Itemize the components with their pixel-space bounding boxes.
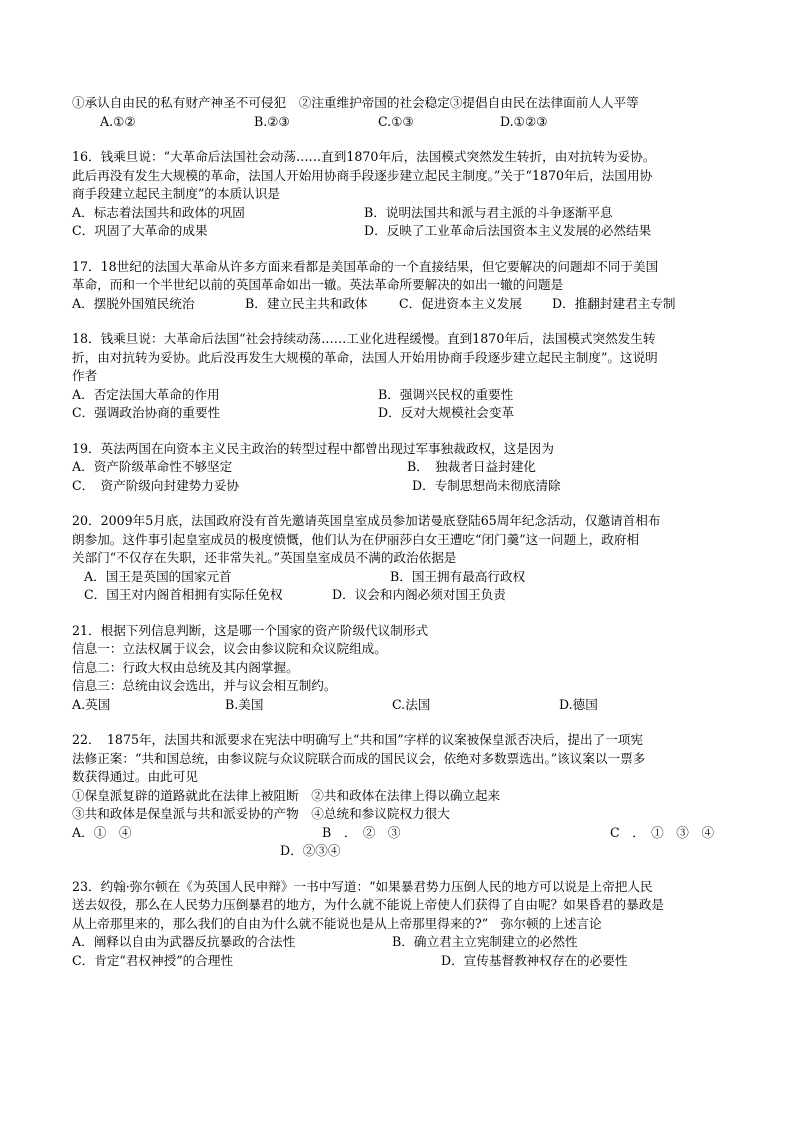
option-b[interactable]: B．国王拥有最高行政权 [390,568,526,584]
question-22-stem-2: 法修正案：“共和国总统，由参议院与众议院联合而成的国民议会，依绝对多数票选出。”该议案以一票多 [72,750,646,766]
question-18-stem-1: 18．钱乘旦说：大革命后法国“社会持续动荡……工业化进程缓慢。直到1870年后，法国模式突然发生转 [72,331,656,346]
question-22-stem-1: 22． 1875年，法国共和派要求在宪法中明确写上“共和国”字样的议案被保皇派否决后，提出了一项宪 [72,732,643,747]
question-17-stem-1: 17．18世纪的法国大革命从许多方面来看都是美国革命的一个直接结果，但它要解决的问题却不同于美国 [72,258,659,274]
question-18-stem-2: 折，由对抗转为妥协。此后没再发生大规模的革命，法国人开始用协商手段逐步建立起民主制度”。这说明 [72,349,658,365]
question-16-stem-2: 此后再没有发生大规模的革命，法国人开始用协商手段逐步建立起民主制度。”关于“1870年后，法国用协 [72,167,653,183]
option-b[interactable]: B． 独裁者日益封建化 [407,459,536,474]
question-23 [72,878,726,971]
option-c[interactable]: C．促进资本主义发展 [399,295,522,311]
option-d[interactable]: D．宣传基督教神权存在的必要性 [441,952,628,968]
option-d[interactable]: D．专制思想尚未彻底清除 [412,477,561,493]
option-d[interactable]: D．②③④ [280,843,341,858]
question-16 [72,148,726,241]
option-a[interactable]: A．阐释以自由为武器反抗暴政的合法性 [72,934,296,949]
question-16-stem-3: 商手段建立起民主制度”的本质认识是 [72,186,280,201]
option-a[interactable]: A．否定法国大革命的作用 [72,386,220,402]
option-b[interactable]: B．确立君主立宪制建立的必然性 [392,934,578,949]
question-20-options-row-2 [72,586,726,605]
option-a[interactable]: A．摆脱外国殖民统治 [72,295,195,311]
question-23-stem-1: 23．约翰·弥尔顿在《为英国人民申辩》一书中写道：“如果暴君势力压倒人民的地方可以说是上帝把人民 [72,878,653,894]
question-22-options-row-1 [72,824,726,843]
option-d[interactable]: D．议会和内阁必须对国王负责 [332,587,506,602]
question-23-stem-2: 送去奴役，那么在人民势力压倒暴君的地方，为什么就不能说上帝使人们获得了自由呢？如果昏君的暴政是 [72,897,664,912]
option-b[interactable]: B．建立民主共和政体 [245,295,368,311]
question-17-stem-2: 革命，而和一个半世纪以前的英国革命如出一辙。英法革命所要解决的如出一辙的问题是 [72,277,564,292]
option-a[interactable]: A．资产阶级革命性不够坚定 [72,459,233,474]
option-d[interactable]: D．反对大规模社会变革 [378,405,515,420]
option-b[interactable]: B．说明法国共和派与君主派的斗争逐渐平息 [364,204,613,220]
question-19-options-row-1 [72,458,726,477]
question-17-options [72,295,726,314]
question-16-options-row-2 [72,222,726,241]
question-16-options-row-1 [72,204,726,223]
question-21-options [72,696,726,715]
question-15 [72,94,726,131]
option-d[interactable]: D．推翻封建君主专制 [552,295,676,311]
option-b[interactable]: B.美国 [225,696,264,712]
question-20-options-row-1 [72,568,726,587]
question-22-items-1: ①保皇派复辟的道路就此在法律上被阻断 ②共和政体在法律上得以确立起来 [72,787,501,803]
option-d[interactable]: D．反映了工业革命后法国资本主义发展的必然结果 [364,223,652,238]
question-19 [72,440,726,496]
option-c[interactable]: C．巩固了大革命的成果 [72,223,208,238]
option-c[interactable]: C．国王对内阁首相拥有实际任免权 [84,587,283,602]
exam-page [72,94,726,970]
option-a[interactable]: A．国王是英国的国家元首 [84,568,232,584]
option-a[interactable]: A．标志着法国共和政体的巩固 [72,204,245,220]
question-18-options-row-2 [72,404,726,423]
option-a[interactable]: A．① ④ [72,824,132,840]
question-17 [72,258,726,314]
question-21-info-2: 信息二：行政大权由总统及其内阁掌握。 [72,659,299,675]
question-15-items: ①承认自由民的私有财产神圣不可侵犯 ②注重维护帝国的社会稳定③提倡自由民在法律面前人人平等 [72,95,639,110]
question-20-stem-1: 20．2009年5月底，法国政府没有首先邀请英国皇室成员参加诺曼底登陆65周年纪念活动，仅邀请首相布 [72,513,661,528]
option-c[interactable]: C.法国 [392,696,431,712]
option-c[interactable]: C ． ① ③ ④ [610,824,715,840]
question-16-stem-1: 16．钱乘旦说：“大革命后法国社会动荡……直到1870年后，法国模式突然发生转折，由对抗转为妥协。 [72,149,656,164]
question-22-stem-3: 数获得通过。由此可见 [72,769,198,784]
question-21-info-3: 信息三：总统由议会选出，并与议会相互制约。 [72,678,337,693]
question-15-options [72,113,726,132]
question-20-stem-3: 关部门“不仅存在失职，还非常失礼。”英国皇室成员不满的政治依据是 [72,550,457,565]
option-d[interactable]: D.①②③ [500,113,548,129]
option-c[interactable]: C.①③ [378,113,414,129]
question-18 [72,330,726,423]
question-21-info-1: 信息一：立法权属于议会，议会由参议院和众议院组成。 [72,641,387,656]
question-21 [72,622,726,715]
option-a[interactable]: A.英国 [72,696,111,712]
option-d[interactable]: D.德国 [559,696,598,712]
question-18-options-row-1 [72,386,726,405]
question-18-stem-3: 作者 [72,368,98,383]
option-a[interactable]: A.①② [100,113,136,129]
option-c[interactable]: C．肯定“君权神授”的合理性 [72,952,234,968]
question-20 [72,512,726,605]
option-c[interactable]: C． 资产阶级向封建势力妥协 [72,477,240,493]
question-23-options-row-1 [72,933,726,952]
option-c[interactable]: C．强调政治协商的重要性 [72,405,221,420]
question-23-stem-3: 从上帝那里来的，那么我们的自由为什么就不能说也是从上帝那里得来的?” 弥尔顿的上述言论 [72,915,602,931]
question-22-items-2: ③共和政体是保皇派与共和派妥协的产物 ④总统和参议院权力很大 [72,806,450,821]
option-b[interactable]: B.②③ [254,113,290,129]
question-22-options-row-2 [72,842,726,861]
question-21-stem-1: 21．根据下列信息判断，这是哪一个国家的资产阶级代议制形式 [72,622,429,638]
question-19-stem-1: 19．英法两国在向资本主义民主政治的转型过程中都曾出现过军事独裁政权，这是因为 [72,440,554,456]
question-20-stem-2: 朗参加。这件事引起皇室成员的极度愤慨，他们认为在伊丽莎白女王遭吃“闭门羹”这一问题上，政府相 [72,531,640,547]
question-19-options-row-2 [72,477,726,496]
option-b[interactable]: B．强调兴民权的重要性 [378,386,514,402]
question-22 [72,731,726,861]
question-23-options-row-2 [72,952,726,971]
option-b[interactable]: B ． ② ③ [322,824,401,840]
